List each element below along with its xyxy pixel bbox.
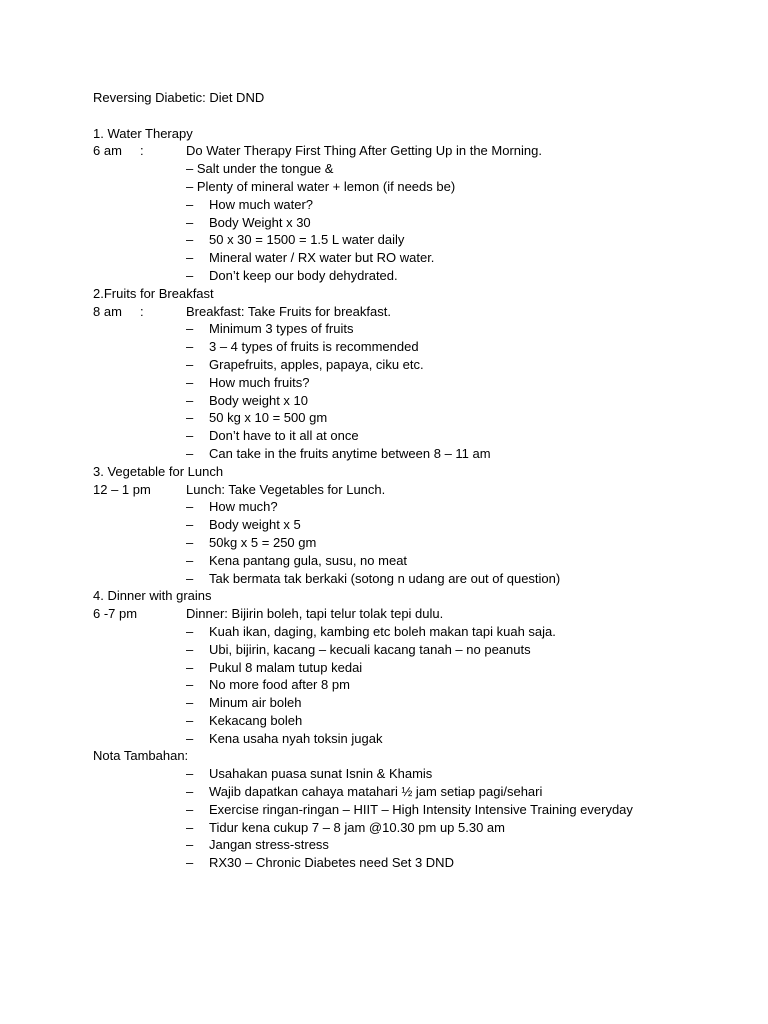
time-label: 6 am bbox=[93, 143, 122, 159]
bullet-item: – Body Weight x 30 bbox=[186, 214, 311, 230]
dash-bullet: – bbox=[186, 392, 194, 408]
bullet-item: – Minimum 3 types of fruits bbox=[186, 321, 354, 337]
bullet-item: – Can take in the fruits anytime between 8 – 11 am bbox=[186, 445, 491, 461]
bullet-item: – Body weight x 5 bbox=[186, 517, 301, 533]
section-heading-vegetable: 3. Vegetable for Lunch bbox=[93, 463, 224, 479]
bullet-item: – RX30 – Chronic Diabetes need Set 3 DND bbox=[186, 855, 454, 871]
inline-item: – Plenty of mineral water + lemon (if needs be) bbox=[186, 178, 456, 194]
document-page bbox=[93, 89, 733, 872]
dash-bullet: – bbox=[186, 552, 194, 568]
bullet-item: – Kekacang boleh bbox=[186, 712, 303, 728]
dash-bullet: – bbox=[186, 819, 194, 835]
bullet-item: – Don’t keep our body dehydrated. bbox=[186, 267, 398, 283]
bullet-item: – Tak bermata tak berkaki (sotong n udang are out of question) bbox=[186, 570, 561, 586]
dash-bullet: – bbox=[186, 534, 194, 550]
dash-bullet: – bbox=[186, 250, 194, 266]
dash-bullet: – bbox=[186, 677, 194, 693]
bullet-item: – Ubi, bijirin, kacang – kecuali kacang tanah – no peanuts bbox=[186, 641, 531, 657]
schedule-row-lunch bbox=[93, 481, 733, 499]
dash-bullet: – bbox=[186, 428, 194, 444]
schedule-instruction: Breakfast: Take Fruits for breakfast. bbox=[186, 303, 391, 319]
bullet-item: – 50 x 30 = 1500 = 1.5 L water daily bbox=[186, 232, 405, 248]
dash-bullet: – bbox=[186, 232, 194, 248]
bullet-item: – How much fruits? bbox=[186, 374, 310, 390]
bullet-item: – Mineral water / RX water but RO water. bbox=[186, 250, 435, 266]
dash-bullet: – bbox=[186, 196, 194, 212]
bullet-item: – Don’t have to it all at once bbox=[186, 428, 359, 444]
bullet-item: – 50 kg x 10 = 500 gm bbox=[186, 410, 328, 426]
dash-bullet: – bbox=[186, 712, 194, 728]
dash-bullet: – bbox=[186, 766, 194, 782]
time-label: 6 -7 pm bbox=[93, 606, 138, 622]
dash-bullet: – bbox=[186, 499, 194, 515]
dash-bullet: – bbox=[186, 659, 194, 675]
bullet-item: – 50kg x 5 = 250 gm bbox=[186, 534, 317, 550]
bullet-item: – How much? bbox=[186, 499, 278, 515]
bullet-item: – Usahakan puasa sunat Isnin & Khamis bbox=[186, 766, 433, 782]
schedule-row-breakfast bbox=[93, 303, 733, 321]
schedule-instruction: Do Water Therapy First Thing After Getting Up in the Morning. bbox=[186, 143, 542, 159]
time-label: 12 – 1 pm bbox=[93, 481, 151, 497]
dash-bullet: – bbox=[186, 374, 194, 390]
bullet-item: – Body weight x 10 bbox=[186, 392, 309, 408]
document-title: Reversing Diabetic: Diet DND bbox=[93, 90, 265, 105]
bullet-item: – Pukul 8 malam tutup kedai bbox=[186, 659, 363, 675]
dash-bullet: – bbox=[186, 695, 194, 711]
section-heading-water-therapy: 1. Water Therapy bbox=[93, 125, 193, 141]
dash-bullet: – bbox=[186, 784, 194, 800]
dash-bullet: – bbox=[186, 321, 194, 337]
bullet-item: – No more food after 8 pm bbox=[186, 677, 350, 693]
bullet-item: – Kena usaha nyah toksin jugak bbox=[186, 730, 383, 746]
dash-bullet: – bbox=[186, 730, 194, 746]
dash-bullet: – bbox=[186, 410, 194, 426]
bullet-item: – Tidur kena cukup 7 – 8 jam @10.30 pm up 5.30 am bbox=[186, 819, 505, 835]
dash-bullet: – bbox=[186, 339, 194, 355]
dash-bullet: – bbox=[186, 445, 194, 461]
bullet-item: – Exercise ringan-ringan – HIIT – High Intensity Intensive Training everyday bbox=[186, 801, 633, 817]
bullet-item: – Jangan stress-stress bbox=[186, 837, 329, 853]
bullet-item: – Minum air boleh bbox=[186, 695, 302, 711]
dash-bullet: – bbox=[186, 837, 194, 853]
schedule-row-water bbox=[93, 142, 733, 160]
notes-heading: Nota Tambahan: bbox=[93, 748, 189, 764]
schedule-instruction: Lunch: Take Vegetables for Lunch. bbox=[186, 481, 386, 497]
dash-bullet: – bbox=[186, 267, 194, 283]
schedule-row-dinner bbox=[93, 605, 733, 623]
colon-separator: : bbox=[140, 143, 144, 159]
bullet-item: – Wajib dapatkan cahaya matahari ½ jam setiap pagi/sehari bbox=[186, 784, 543, 800]
spacer bbox=[93, 107, 733, 125]
inline-item: – Salt under the tongue & bbox=[186, 161, 334, 177]
bullet-item: – 3 – 4 types of fruits is recommended bbox=[186, 339, 419, 355]
bullet-item: – Kena pantang gula, susu, no meat bbox=[186, 552, 408, 568]
bullet-item: – Kuah ikan, daging, kambing etc boleh makan tapi kuah saja. bbox=[186, 623, 556, 639]
dash-bullet: – bbox=[186, 570, 194, 586]
section-heading-dinner: 4. Dinner with grains bbox=[93, 588, 212, 604]
section-heading-fruits: 2.Fruits for Breakfast bbox=[93, 285, 214, 301]
schedule-instruction: Dinner: Bijirin boleh, tapi telur tolak tepi dulu. bbox=[186, 606, 444, 622]
dash-bullet: – bbox=[186, 517, 194, 533]
dash-bullet: – bbox=[186, 641, 194, 657]
dash-bullet: – bbox=[186, 623, 194, 639]
bullet-item: – Grapefruits, apples, papaya, ciku etc. bbox=[186, 356, 424, 372]
dash-bullet: – bbox=[186, 214, 194, 230]
bullet-item: – How much water? bbox=[186, 196, 314, 212]
time-label: 8 am bbox=[93, 303, 122, 319]
dash-bullet: – bbox=[186, 855, 194, 871]
colon-separator: : bbox=[140, 303, 144, 319]
dash-bullet: – bbox=[186, 801, 194, 817]
dash-bullet: – bbox=[186, 356, 194, 372]
